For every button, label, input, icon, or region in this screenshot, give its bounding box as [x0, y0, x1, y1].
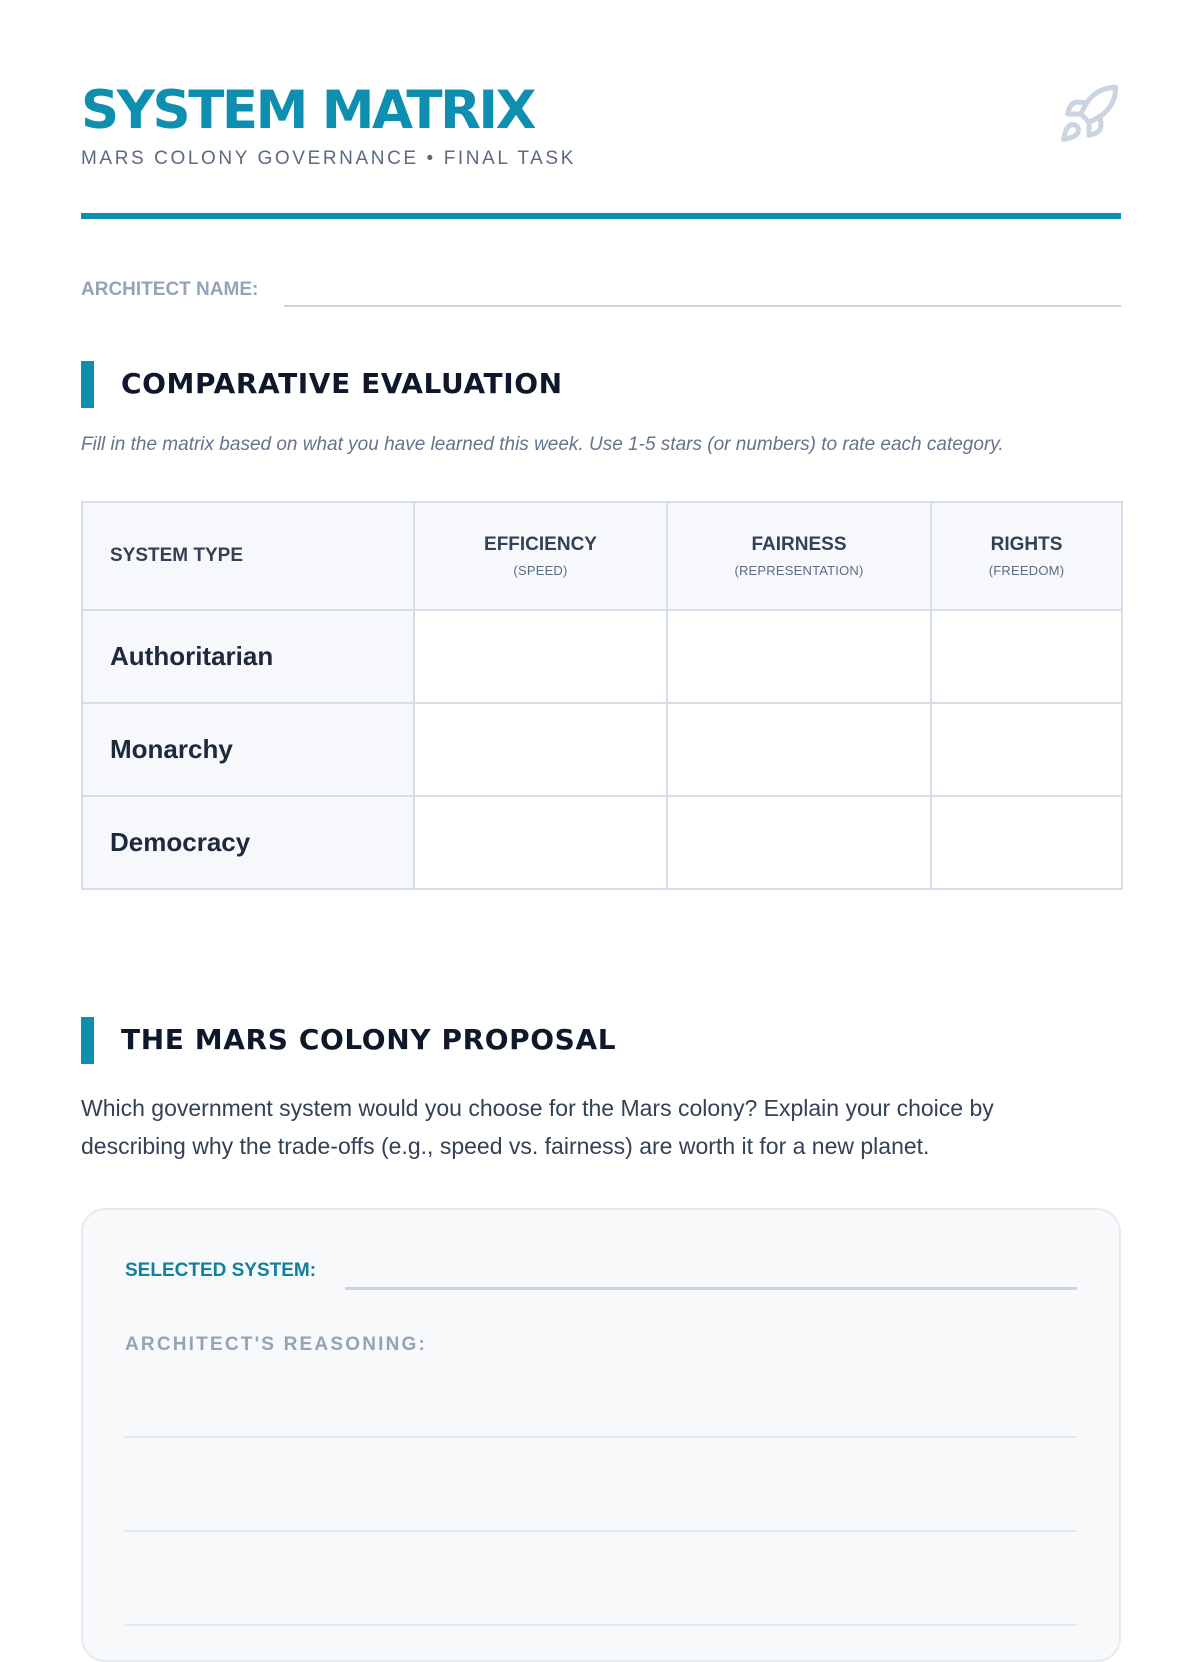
column-header-label: RIGHTS [990, 534, 1063, 555]
column-header-efficiency [414, 502, 667, 610]
row-label-authoritarian: Authoritarian [82, 610, 414, 703]
row-label-monarchy: Monarchy [82, 703, 414, 796]
architect-name-field [81, 277, 1121, 307]
selected-system-label: SELECTED SYSTEM: [125, 1260, 317, 1281]
column-header-label: SYSTEM TYPE [110, 545, 244, 566]
column-header-label: FAIRNESS [751, 534, 847, 555]
table-row [82, 703, 1122, 796]
column-header-sublabel: (SPEED) [513, 563, 568, 578]
section-accent-bar [81, 361, 94, 408]
section-accent-bar [81, 1017, 94, 1064]
rating-cell-rights[interactable] [931, 703, 1122, 796]
matrix-header-row [82, 502, 1122, 610]
proposal-prompt-line: describing why the trade-offs (e.g., speed vs. fairness) are worth it for a new planet. [81, 1133, 930, 1159]
table-row [82, 610, 1122, 703]
rating-cell-fairness[interactable] [667, 703, 931, 796]
evaluation-instructions: Fill in the matrix based on what you have learned this week. Use 1-5 stars (or numbers) to rate each category. [81, 434, 1004, 455]
reasoning-write-line[interactable] [125, 1436, 1077, 1438]
section-heading-proposal [81, 1017, 1121, 1065]
worksheet-header [81, 80, 1121, 220]
column-header-rights [931, 502, 1122, 610]
architect-name-input-line[interactable] [284, 305, 1121, 307]
reasoning-label: ARCHITECT'S REASONING: [125, 1334, 428, 1355]
reasoning-write-line[interactable] [125, 1624, 1077, 1626]
column-header-label: EFFICIENCY [484, 534, 597, 555]
proposal-prompt-line: Which government system would you choose for the Mars colony? Explain your choice by [81, 1095, 994, 1121]
header-divider [81, 213, 1121, 219]
rating-cell-rights[interactable] [931, 610, 1122, 703]
page-title: SYSTEM MATRIX [81, 80, 534, 141]
rocket-icon [1057, 82, 1121, 146]
column-header-system-type [82, 502, 414, 610]
rating-cell-rights[interactable] [931, 796, 1122, 889]
page-subtitle: MARS COLONY GOVERNANCE • FINAL TASK [81, 148, 576, 169]
reasoning-write-line[interactable] [125, 1530, 1077, 1532]
rating-cell-fairness[interactable] [667, 796, 931, 889]
row-label-democracy: Democracy [82, 796, 414, 889]
proposal-answer-box [81, 1208, 1121, 1662]
architect-name-label: ARCHITECT NAME: [81, 279, 259, 300]
selected-system-input-line[interactable] [345, 1287, 1077, 1290]
rating-cell-fairness[interactable] [667, 610, 931, 703]
rating-cell-efficiency[interactable] [414, 796, 667, 889]
section-title-proposal: THE MARS COLONY PROPOSAL [121, 1023, 617, 1056]
column-header-sublabel: (FREEDOM) [988, 563, 1065, 578]
section-heading-evaluation [81, 361, 1121, 409]
table-row [82, 796, 1122, 889]
rating-cell-efficiency[interactable] [414, 610, 667, 703]
column-header-fairness [667, 502, 931, 610]
proposal-prompt [81, 1089, 1121, 1165]
column-header-sublabel: (REPRESENTATION) [734, 563, 864, 578]
rating-cell-efficiency[interactable] [414, 703, 667, 796]
section-title-evaluation: COMPARATIVE EVALUATION [121, 367, 563, 400]
evaluation-matrix [81, 501, 1123, 890]
